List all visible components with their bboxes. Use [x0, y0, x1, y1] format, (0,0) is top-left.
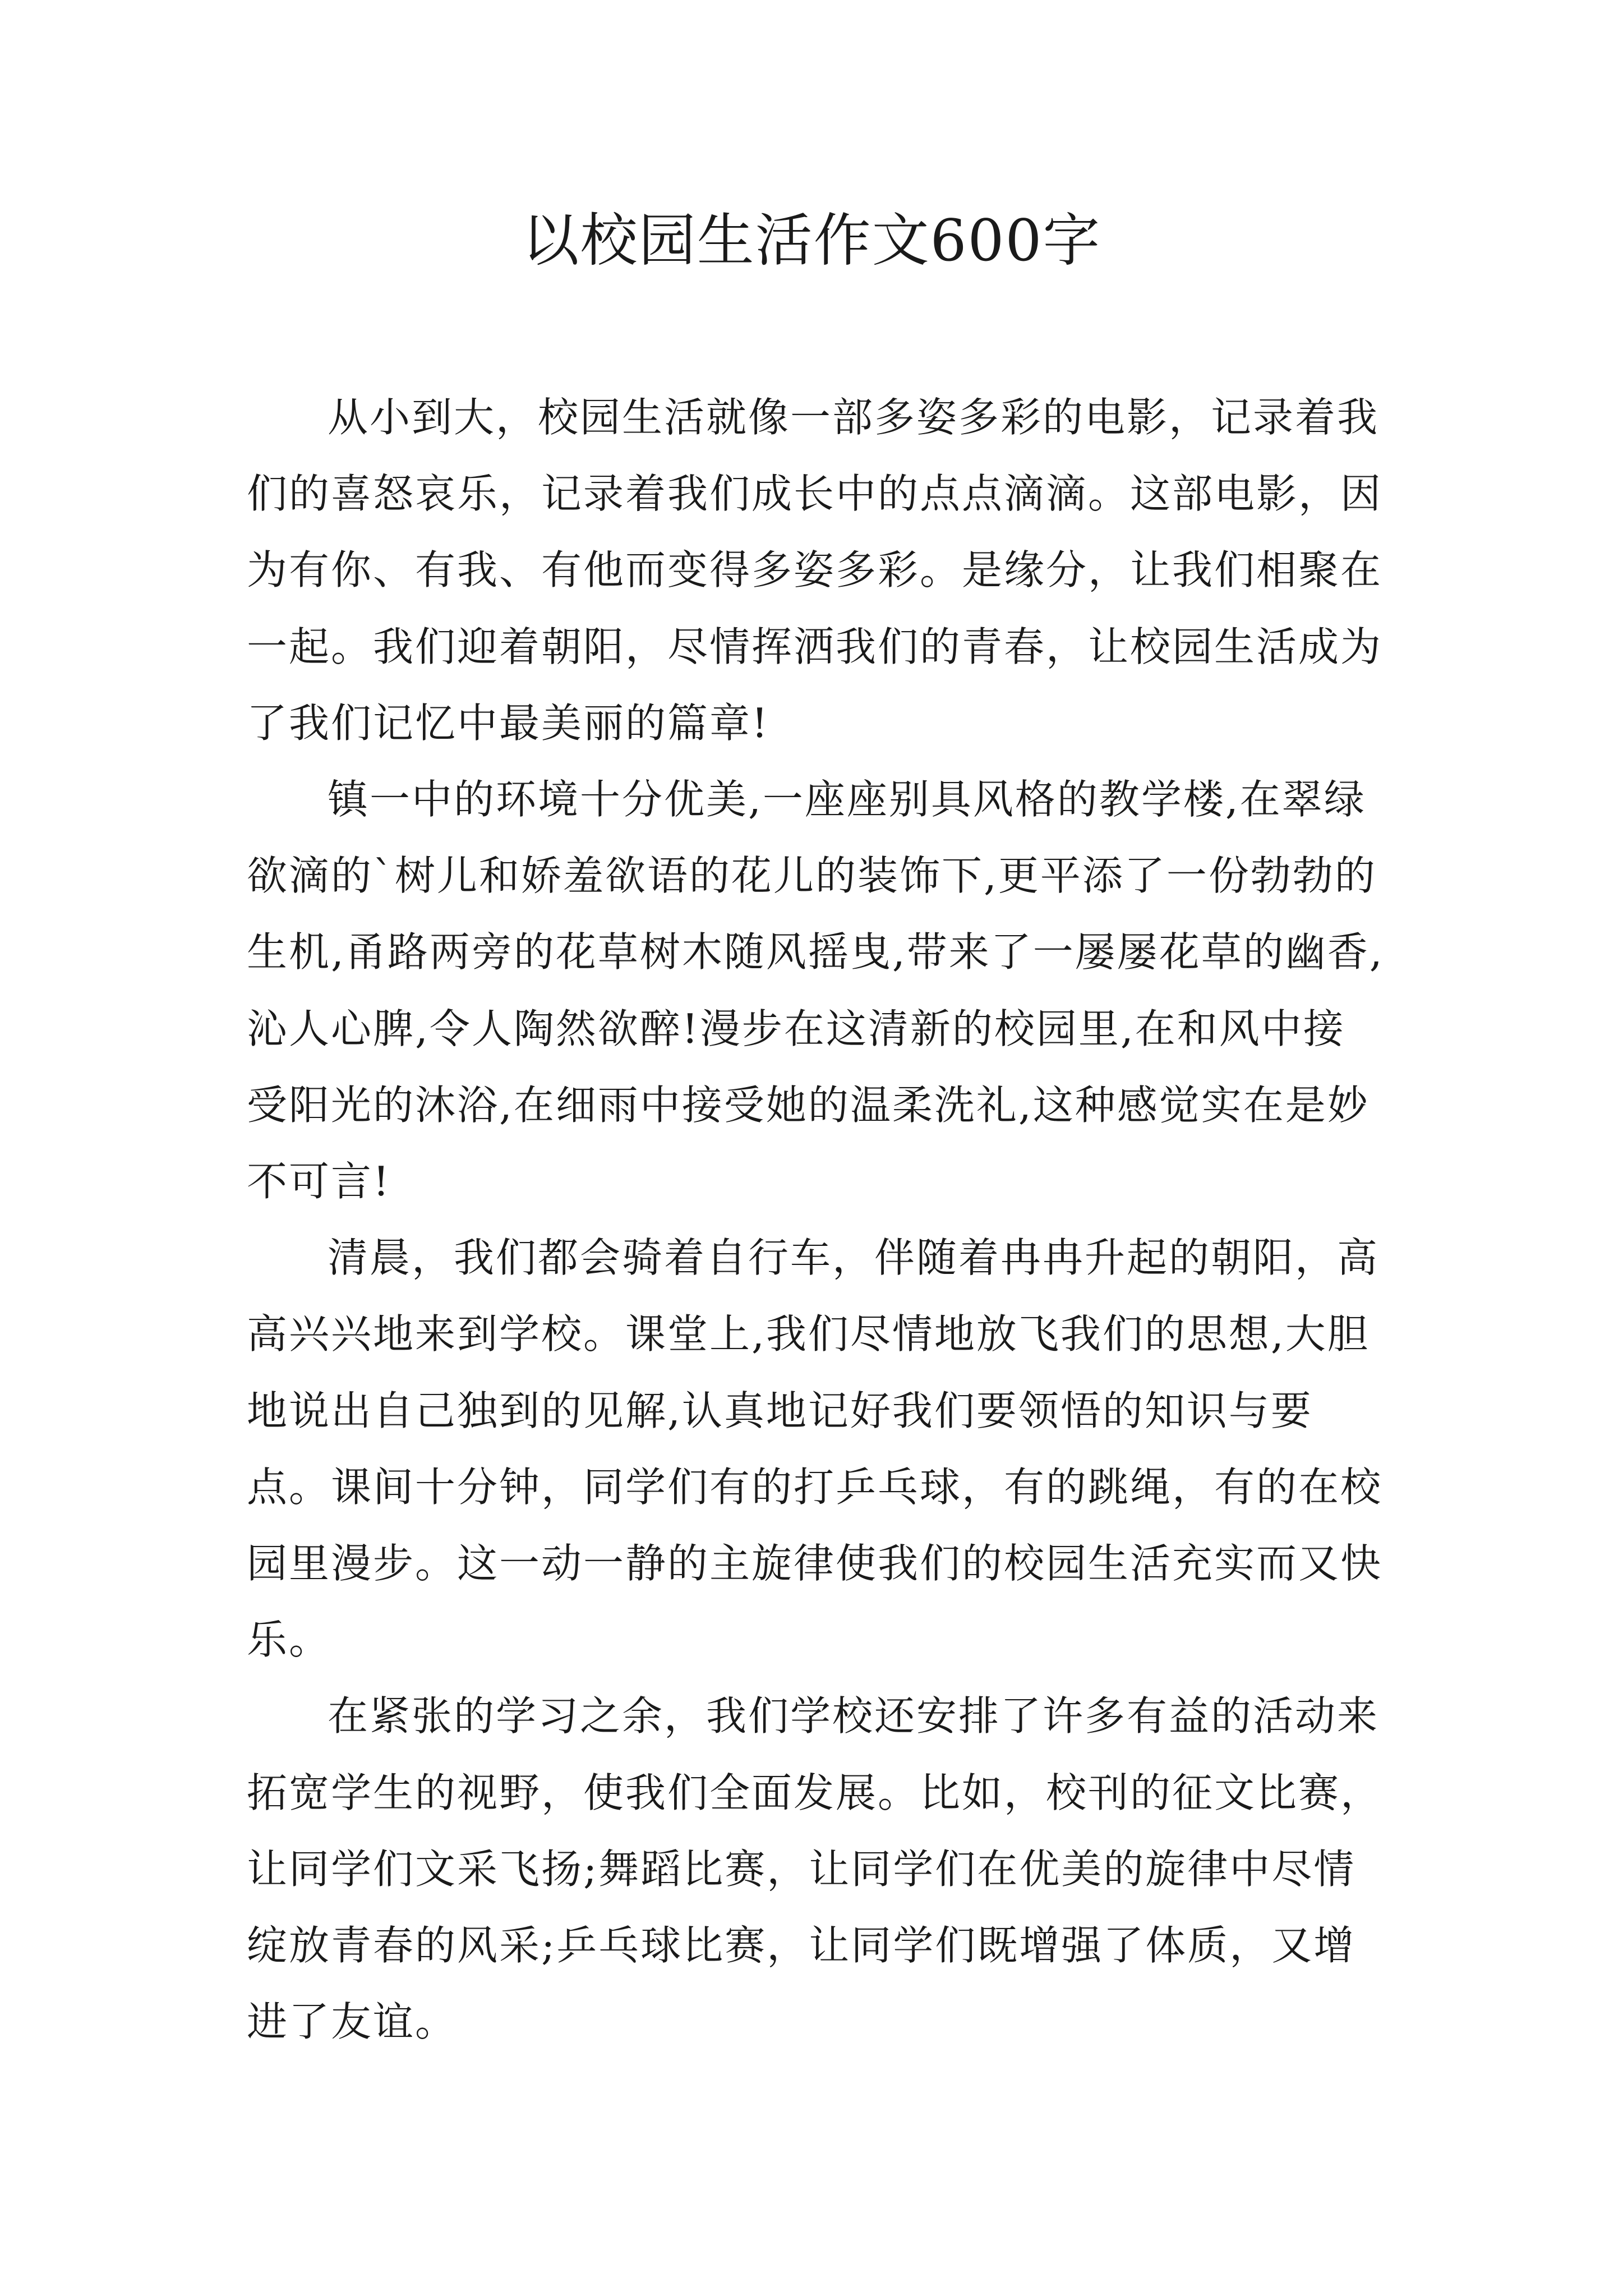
paragraph-3: 清晨，我们都会骑着自行车，伴随着冉冉升起的朝阳，高高兴兴地来到学校。课堂上,我们尽情地放飞我们的思想,大胆地说出自己独到的见解,认真地记好我们要领悟的知识与要点。课间十分钟，同学们有的打乒乓球，有的跳绳，有的在校园里漫步。这一动一静的主旋律使我们的校园生活充实而又快乐。 — [247, 1234, 1383, 1664]
document-body — [247, 379, 1385, 2060]
paragraph-2: 镇一中的环境十分优美,一座座别具风格的教学楼,在翠绿欲滴的`树儿和娇羞欲语的花儿的装饰下,更平添了一份勃勃的生机,甬路两旁的花草树木随风摇曳,带来了一屡屡花草的幽香,沁人心脾,令人陶然欲醉!漫步在这清新的校园里,在和风中接受阳光的沐浴,在细雨中接受她的温柔洗礼,这种感觉实在是妙不可言! — [247, 776, 1384, 1205]
document-title: 以校园生活作文600字 — [522, 208, 1101, 274]
paragraph-1: 从小到大，校园生活就像一部多姿多彩的电影，记录着我们的喜怒哀乐，记录着我们成长中的点点滴滴。这部电影，因为有你、有我、有他而变得多姿多彩。是缘分，让我们相聚在一起。我们迎着朝阳，尽情挥洒我们的青春，让校园生活成为了我们记忆中最美丽的篇章! — [247, 394, 1383, 747]
paragraph-4: 在紧张的学习之余，我们学校还安排了许多有益的活动来拓宽学生的视野，使我们全面发展。比如，校刊的征文比赛，让同学们文采飞扬;舞蹈比赛，让同学们在优美的旋律中尽情绽放青春的风采;乒乓球比赛，让同学们既增强了体质，又增进了友谊。 — [247, 1692, 1383, 2046]
